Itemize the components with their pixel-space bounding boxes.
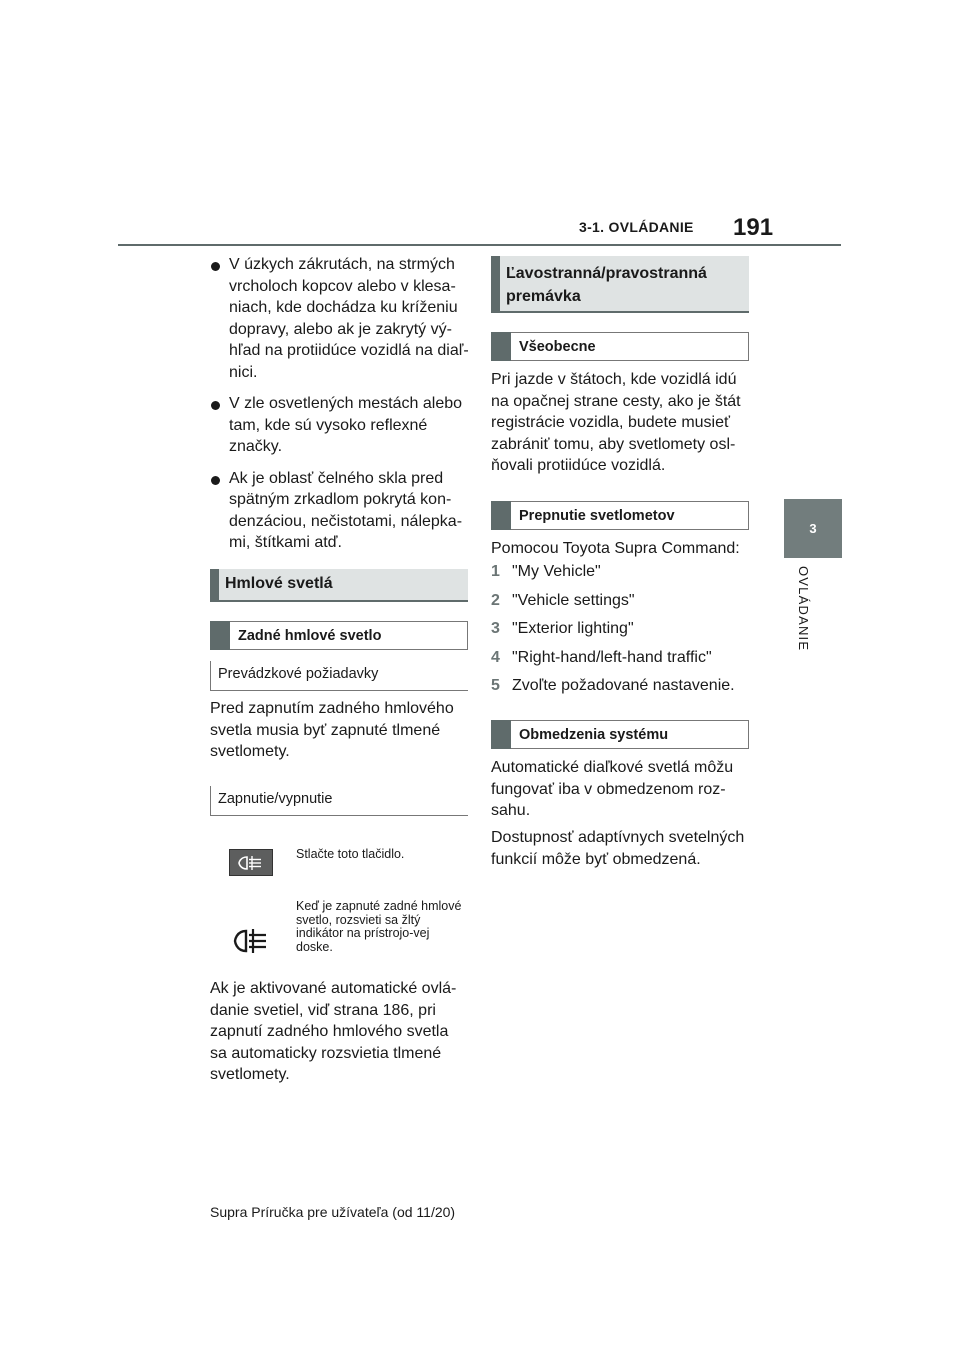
- page-number: 191: [733, 214, 774, 241]
- rear-fog-light-button-icon: [229, 849, 273, 876]
- list-item: V úzkych zákrutách, na strmých vrcholoch kopcov alebo v klesa-niach, kde dochádza ku kríženiu dopravy, alebo ak je zakrytý vý-hľad na protiidúce vozidlá na diaľ-nici.: [210, 254, 470, 383]
- steps-intro: Pomocou Toyota Supra Command:: [491, 540, 740, 557]
- chapter-title: 3-1. OVLÁDANIE: [579, 219, 694, 235]
- subheading-rear-fog-light: Zadné hmlové svetlo: [210, 621, 468, 650]
- section-heading-fog-lights: Hmlové svetlá: [210, 569, 468, 602]
- list-item: Ak je oblasť čelného skla pred spätným zrkadlom pokrytá kon-denzáciou, nečistotami, nálepka-mi, štítkami atď.: [210, 468, 470, 554]
- minor-heading-on-off: Zapnutie/vypnutie: [210, 786, 468, 816]
- indicator-description: Keď je zapnuté zadné hmlové svetlo, rozsvieti sa žltý indikátor na prístrojo-vej doske.: [296, 899, 462, 954]
- chapter-tab: 3: [784, 499, 842, 558]
- list-item: 2 "Vehicle settings": [491, 591, 635, 609]
- subheading-headlight-switch: Prepnutie svetlometov: [491, 501, 749, 530]
- minor-heading-requirements: Prevádzkové požiadavky: [210, 661, 468, 691]
- list-item: 4 "Right-hand/left-hand traffic": [491, 648, 712, 666]
- header-divider: [118, 244, 841, 246]
- paragraph: Automatické diaľkové svetlá môžu fungovať iba v obmedzenom roz-sahu.: [491, 759, 734, 819]
- list-item: 5 Zvoľte požadované nastavenie.: [491, 677, 735, 694]
- page-footer: Supra Príručka pre užívateľa (od 11/20): [210, 1204, 456, 1220]
- paragraph: Pred zapnutím zadného hmlového svetla musia byť zapnuté tlmené svetlomety.: [210, 700, 454, 760]
- bullet-list: [210, 254, 470, 554]
- paragraph: Dostupnosť adaptívnych svetelných funkcií môže byť obmedzená.: [491, 829, 745, 868]
- left-column: [210, 254, 470, 564]
- section-heading-traffic: Ľavostranná/pravostranná premávka: [491, 256, 749, 313]
- subheading-system-limits: Obmedzenia systému: [491, 720, 749, 749]
- chapter-side-label: OVLÁDANIE: [796, 566, 811, 652]
- list-item: V zle osvetlených mestách alebo tam, kde sú vysoko reflexné značky.: [210, 393, 470, 458]
- subheading-general: Všeobecne: [491, 332, 749, 361]
- paragraph: Pri jazde v štátoch, kde vozidlá idú na opačnej strane cesty, ako je štát registrácie vozidla, budete musieť zabrániť tomu, aby svetlomety osl-ňovali protiidúce vozidlá.: [491, 371, 741, 474]
- step-list: [491, 563, 751, 706]
- rear-fog-light-indicator-icon: [232, 926, 272, 956]
- button-instruction: Stlačte toto tlačidlo.: [296, 847, 405, 861]
- list-item: 3 "Exterior lighting": [491, 620, 634, 637]
- list-item: 1 "My Vehicle": [491, 563, 601, 580]
- paragraph: Ak je aktivované automatické ovlá-danie svetiel, viď strana 186, pri zapnutí zadného hmlového svetla sa automaticky rozsvietia tlmené svetlomety.: [210, 980, 457, 1083]
